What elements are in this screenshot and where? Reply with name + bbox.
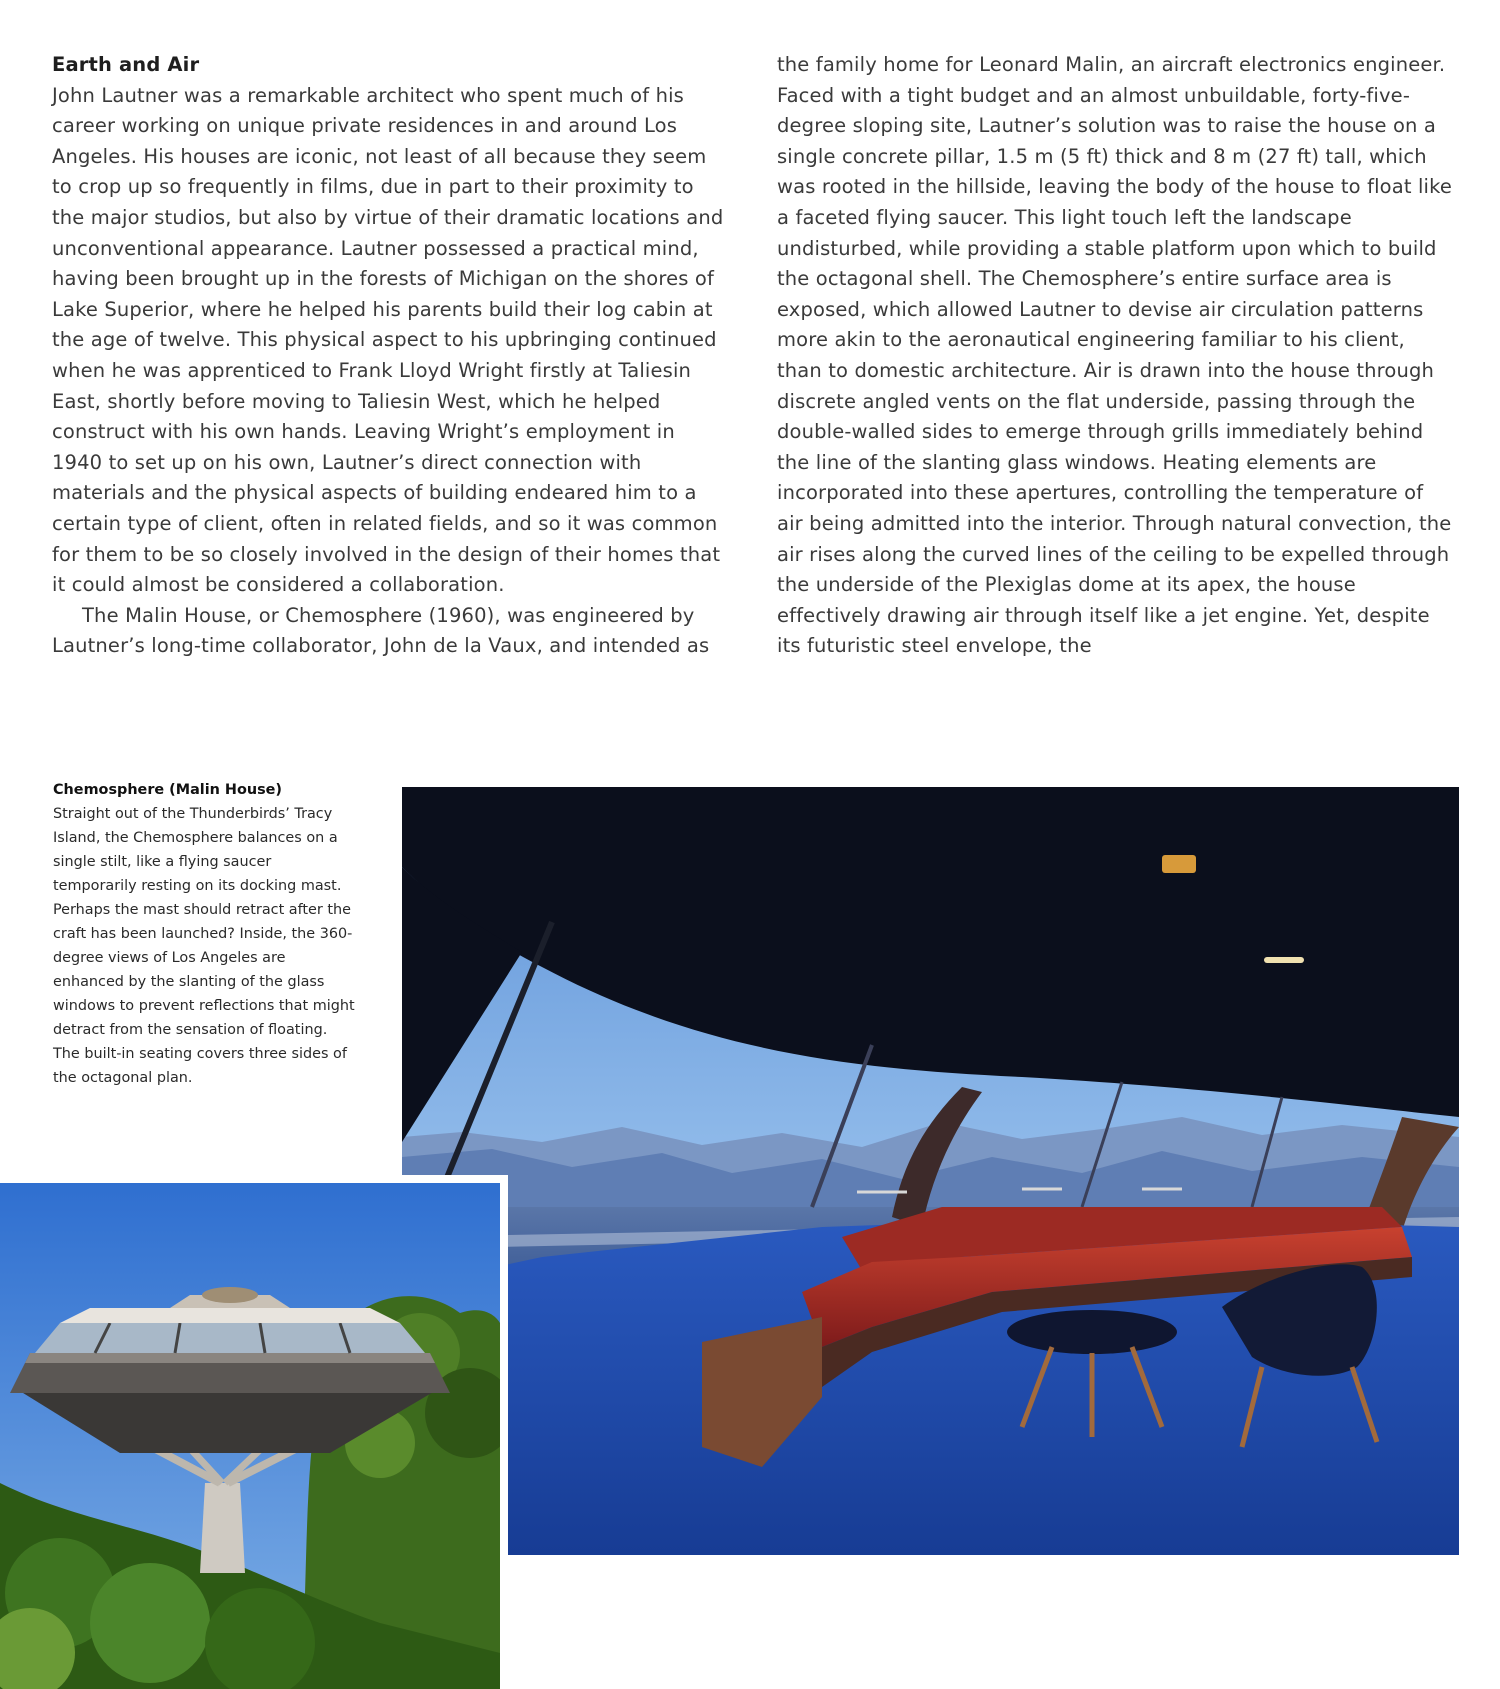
exterior-photo xyxy=(0,1175,508,1689)
photo-caption xyxy=(53,778,358,1090)
article-text xyxy=(52,50,1452,670)
interior-photo-illustration xyxy=(402,787,1459,1555)
article-paragraph-2: The Malin House, or Chemosphere (1960), was engineered by Lautner’s long-time collaborator, John de la Vaux, and intended as the family home for Leonard Malin, an aircraft electronics engineer. Faced with a tight budget and an almost unbuildable, forty-five-degree sloping site, Lautner’s solution was to raise the house on a single concrete pillar, 1.5 m (5 ft) thick and 8 m (27 ft) tall, which was rooted in the hillside, leaving the body of the house to float like a faceted flying saucer. This light touch left the landscape undisturbed, while providing a stable platform upon which to build the octagonal shell. The Chemosphere’s entire surface area is exposed, which allowed Lautner to devise air circulation patterns more akin to the aeronautical engineering familiar to his client, than to domestic architecture. Air is drawn into the house through discrete angled vents on the flat underside, passing through the double-walled sides to emerge through grills immediately behind the line of the slanting glass windows. Heating elements are incorporated into these apertures, controlling the temperature of air being admitted into the interior. Through natural convection, the air rises along the curved lines of the ceiling to be expelled through the underside of the Plexiglas dome at its apex, the house effectively drawing air through itself like a jet engine. Yet, despite its futuristic steel envelope, the xyxy=(52,53,1453,658)
caption-title: Chemosphere (Malin House) xyxy=(53,782,282,798)
article-paragraph-1: John Lautner was a remarkable architect who spent much of his career working on unique private residences in and around Los Angeles. His houses are iconic, not least of all because they seem to crop up so frequently in films, due in part to their proximity to the major studios, but also by virtue of their dramatic locations and unconventional appearance. Lautner possessed a practical mind, having been brought up in the forests of Michigan on the shores of Lake Superior, where he helped his parents build their log cabin at the age of twelve. This physical aspect to his upbringing continued when he was apprenticed to Frank Lloyd Wright firstly at Taliesin East, shortly before moving to Taliesin West, which he helped construct with his own hands. Leaving Wright’s employment in 1940 to set up on his own, Lautner’s direct connection with materials and the physical aspects of building endeared him to a certain type of client, often in related fields, and so it was common for them to be so closely involved in the design of their homes that it could almost be considered a collaboration. xyxy=(52,83,724,597)
exterior-photo-illustration xyxy=(0,1183,500,1689)
caption-body: Straight out of the Thunderbirds’ Tracy Island, the Chemosphere balances on a single stilt, like a flying saucer temporarily resting on its docking mast. Perhaps the mast should retract after the craft has been launched? Inside, the 360-degree views of Los Angeles are enhanced by the slanting of the glass windows to prevent reflections that might detract from the sensation of floating. The built-in seating covers three sides of the octagonal plan. xyxy=(53,806,355,1086)
interior-photo xyxy=(402,787,1459,1555)
article-heading: Earth and Air xyxy=(52,53,200,76)
